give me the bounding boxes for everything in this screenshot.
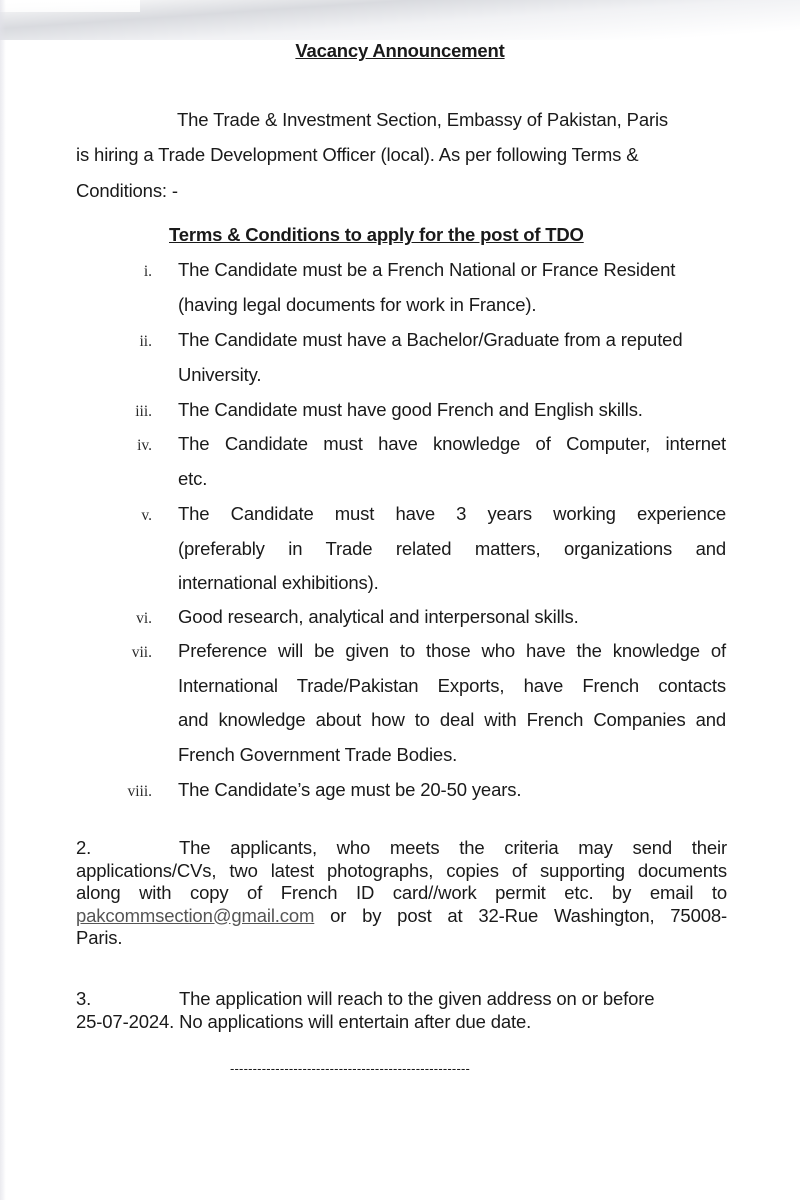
page-curl-highlight — [0, 0, 140, 12]
paragraph-3-line-2: 25-07-2024. No applications will entertain after due date. — [76, 1010, 532, 1032]
term-line: Good research, analytical and interpersonal skills. — [178, 606, 579, 627]
term-line: (preferably in Trade related matters, organizations and — [178, 538, 726, 559]
paragraph-2-line-5: Paris. — [76, 927, 123, 948]
term-numeral: v. — [141, 507, 152, 524]
paragraph-2 — [76, 837, 727, 950]
intro-line-2: is hiring a Trade Development Officer (local). As per following Terms & — [76, 144, 639, 165]
terms-heading: Terms & Conditions to apply for the post of TDO — [169, 224, 584, 245]
paragraph-2-line-2: applications/CVs, two latest photographs, copies of supporting documents — [76, 859, 727, 881]
term-numeral: iii. — [135, 403, 152, 420]
scan-edge-shadow — [0, 0, 6, 1200]
paragraph-text: The applicants, who meets the criteria may send their — [179, 837, 727, 858]
paragraph-text: or by post at 32-Rue Washington, 75008- — [314, 904, 727, 926]
paragraph-text: The application will reach to the given address on or before — [179, 988, 655, 1009]
paragraph-3 — [76, 988, 727, 1033]
paragraph-number: 2. — [76, 837, 92, 858]
paragraph-2-line-4 — [76, 905, 727, 928]
term-line: etc. — [178, 468, 208, 489]
term-line: international exhibitions). — [178, 572, 379, 593]
term-numeral: viii. — [127, 783, 152, 800]
end-separator: ----------------------------------------------------- — [230, 1061, 471, 1076]
paragraph-2-line-3: along with copy of French ID card//work permit etc. by email to — [76, 882, 727, 903]
term-numeral: vi. — [136, 610, 152, 627]
term-line: and knowledge about how to deal with French Companies and — [178, 709, 726, 730]
term-numeral: iv. — [137, 437, 152, 454]
email-link[interactable]: pakcommsection@gmail.com — [76, 904, 315, 926]
term-line: The Candidate must have a Bachelor/Graduate from a reputed — [178, 329, 683, 350]
term-line: The Candidate must have knowledge of Computer, internet — [178, 433, 726, 454]
paragraph-2-line-1 — [76, 837, 727, 860]
term-line: The Candidate must be a French National or France Resident — [178, 259, 676, 280]
term-numeral: ii. — [139, 333, 152, 350]
term-numeral: i. — [143, 263, 152, 280]
term-line: The Candidate must have 3 years working experience — [178, 503, 726, 524]
term-line: The Candidate must have good French and English skills. — [178, 399, 643, 420]
term-line: University. — [178, 364, 262, 385]
document-title: Vacancy Announcement — [295, 40, 505, 61]
term-line: French Government Trade Bodies. — [178, 744, 458, 765]
paragraph-3-line-1 — [76, 988, 727, 1011]
term-line: Preference will be given to those who have the knowledge of — [178, 640, 726, 661]
term-line: International Trade/Pakistan Exports, have French contacts — [178, 675, 726, 696]
term-line: The Candidate’s age must be 20-50 years. — [178, 779, 522, 800]
term-line: (having legal documents for work in France). — [178, 294, 537, 315]
intro-line-3: Conditions: - — [76, 180, 178, 201]
paragraph-number: 3. — [76, 988, 92, 1009]
term-numeral: vii. — [131, 644, 152, 661]
intro-line-1: The Trade & Investment Section, Embassy of Pakistan, Paris — [177, 109, 669, 130]
